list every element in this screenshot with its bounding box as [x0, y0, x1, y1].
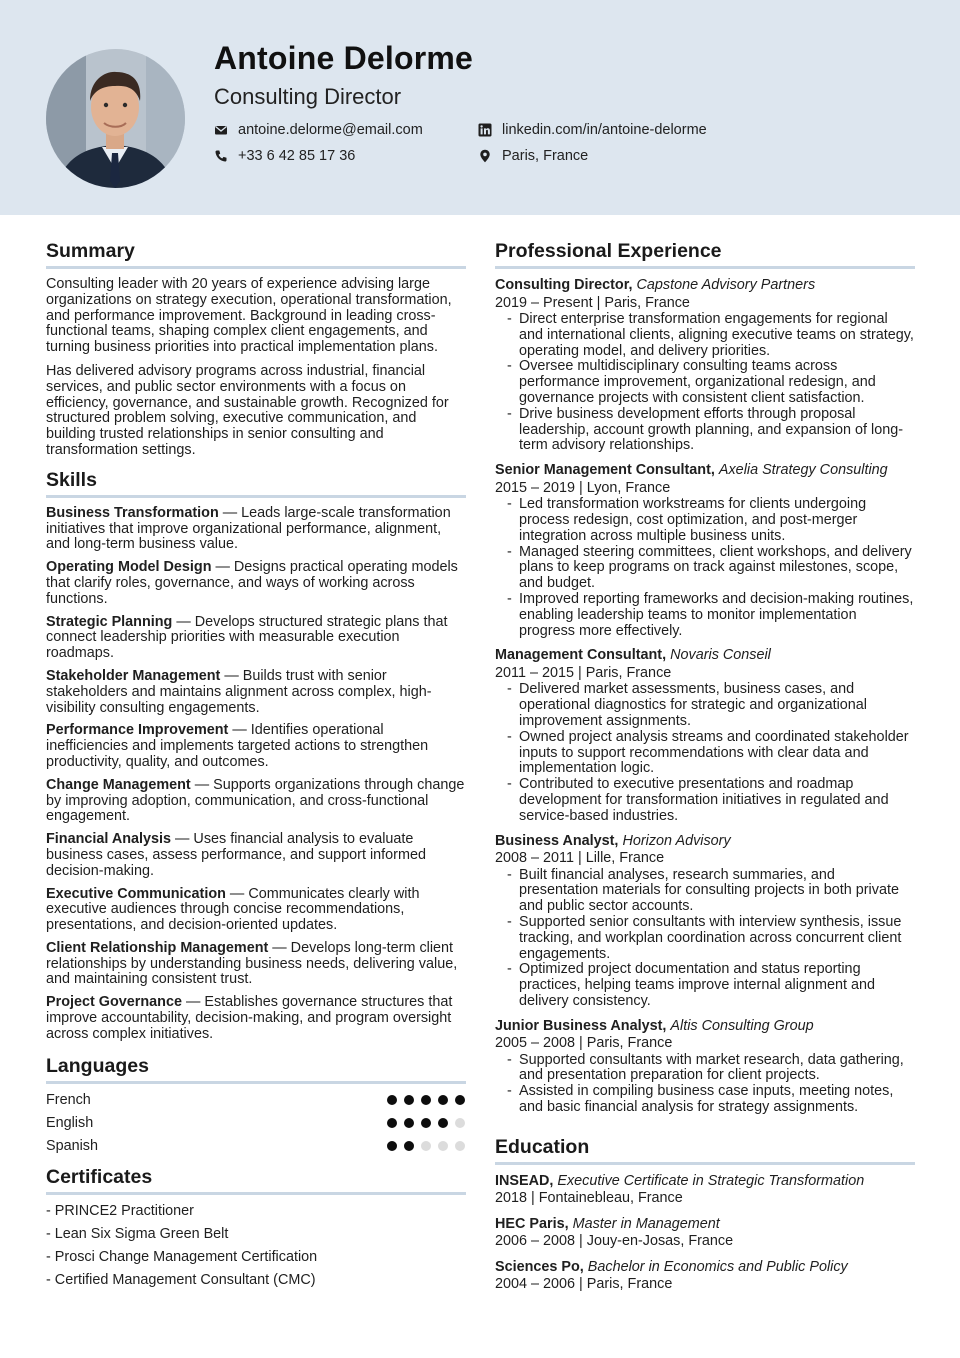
- level-dot-empty: [455, 1118, 465, 1128]
- education-degree: Bachelor in Economics and Public Policy: [587, 1258, 848, 1275]
- email-text: antoine.delorme@email.com: [238, 122, 423, 138]
- contact-linkedin[interactable]: [478, 122, 707, 138]
- skill-desc: — Develops structured strategic plans that connect leadership priorities with measurable execution roadmaps.: [46, 613, 448, 662]
- linkedin-icon: [478, 123, 492, 137]
- job-company: Altis Consulting Group: [670, 1017, 814, 1034]
- job-bullet: - Delivered market assessments, business cases, and operational diagnostics for strategic and organizational improvement assignments.: [507, 682, 915, 729]
- job-entry: [495, 647, 915, 824]
- skill-item: [46, 615, 466, 662]
- left-column: [46, 240, 466, 1292]
- job-meta: 2008 – 2011 | Lille, France: [495, 850, 665, 867]
- skill-desc: — Develops long-term client relationships by understanding business needs, delivering value, and maintaining consistent trust.: [46, 939, 458, 988]
- skill-name: Performance Improvement: [46, 722, 229, 739]
- skill-name: Business Transformation: [46, 504, 219, 521]
- education-title: [495, 1216, 915, 1234]
- education-entry: [495, 1259, 915, 1294]
- level-dot-filled: [404, 1141, 414, 1151]
- language-name: Spanish: [46, 1138, 99, 1155]
- language-name: French: [46, 1092, 91, 1109]
- job-bullets: [495, 682, 915, 824]
- language-level-dots: [387, 1095, 465, 1105]
- skill-item: [46, 560, 466, 607]
- certificate-name: Certified Management Consultant (CMC): [54, 1271, 316, 1288]
- job-bullet: - Built financial analyses, research summaries, and presentation materials for consulting projects in both private and public sector accounts.: [507, 868, 915, 915]
- skill-desc: — Supports organizations through change by improving adoption, communication, and cross-functional engagement.: [46, 776, 465, 825]
- certificate-name: Lean Six Sigma Green Belt: [54, 1225, 229, 1242]
- skill-name: Financial Analysis: [46, 831, 172, 848]
- summary-heading: Summary: [46, 240, 466, 269]
- job-bullet: - Direct enterprise transformation engagements for regional and international clients, aligning executive teams on strategy, operating model, and delivery priorities.: [507, 312, 915, 359]
- candidate-name: Antoine Delorme: [214, 40, 474, 76]
- job-company: Horizon Advisory: [622, 832, 731, 849]
- skill-name: Change Management: [46, 776, 191, 793]
- job-title: [495, 1018, 915, 1036]
- language-row: [46, 1112, 466, 1135]
- job-bullet: - Contributed to executive presentations and roadmap development for transformation initiatives in regulated and service-based industries.: [507, 777, 915, 824]
- level-dot-filled: [387, 1118, 397, 1128]
- certificate-name: Prosci Change Management Certification: [54, 1248, 318, 1265]
- job-bullet: - Managed steering committees, client workshops, and delivery plans to keep programs on track against milestones, scope, and budget.: [507, 545, 915, 592]
- job-company: Axelia Strategy Consulting: [718, 462, 888, 479]
- job-title: [495, 462, 915, 480]
- skill-desc: — Leads large-scale transformation initiatives that improve organizational performance, alignment, and long-term business value.: [46, 504, 451, 553]
- skill-name: Project Governance: [46, 994, 182, 1011]
- skill-item: [46, 832, 466, 879]
- contact-phone[interactable]: [214, 148, 355, 164]
- language-level-dots: [387, 1141, 465, 1151]
- contact-email[interactable]: [214, 122, 423, 138]
- education-meta: 2006 – 2008 | Jouy-en-Josas, France: [495, 1233, 734, 1250]
- job-bullet: - Oversee multidisciplinary consulting teams across performance improvement, organizational redesign, and governance projects with consistent client satisfaction.: [507, 359, 915, 406]
- profile-photo: [46, 49, 185, 188]
- summary-paragraph: Consulting leader with 20 years of experience advising large organizations on strategy execution, operational transformation, and performance improvement. Background in leading cross-functional teams, shaping complex client engagements, and turning business priorities into practical implementation plans.: [46, 276, 452, 356]
- skill-item: [46, 887, 466, 934]
- phone-text: +33 6 42 85 17 36: [238, 148, 356, 164]
- certificate-item: - Lean Six Sigma Green Belt: [46, 1225, 229, 1242]
- job-bullet: - Assisted in compiling business case inputs, meeting notes, and basic financial analysis for strategy assignments.: [507, 1084, 915, 1116]
- job-bullet: - Drive business development efforts through proposal leadership, account growth planning, and expansion of long-term advisory relationships.: [507, 407, 915, 454]
- skills-list: [46, 506, 466, 1043]
- job-bullet: - Led transformation workstreams for clients undergoing process redesign, cost optimization, and post-merger integration across multiple business units.: [507, 497, 915, 544]
- languages-heading: Languages: [46, 1055, 466, 1084]
- education-meta: 2018 | Fontainebleau, France: [495, 1190, 683, 1207]
- level-dot-filled: [438, 1118, 448, 1128]
- location-text: Paris, France: [502, 148, 589, 164]
- skill-desc: — Identifies operational inefficiencies and implements targeted actions to strengthen productivity, quality, and outcomes.: [46, 722, 429, 770]
- job-role: Senior Management Consultant,: [495, 462, 715, 479]
- skill-item: [46, 941, 466, 988]
- education-school: Sciences Po,: [495, 1258, 584, 1275]
- job-title: [495, 277, 915, 295]
- certificate-item: - PRINCE2 Practitioner: [46, 1202, 194, 1219]
- skill-desc: — Uses financial analysis to evaluate business cases, assess performance, and support informed decision-making.: [46, 831, 426, 879]
- skill-name: Client Relationship Management: [46, 939, 269, 956]
- level-dot-filled: [404, 1118, 414, 1128]
- right-column: [495, 240, 915, 1294]
- skill-desc: — Communicates clearly with executive audiences through concise recommendations, presentations, and decision-oriented updates.: [46, 885, 420, 934]
- language-row: [46, 1089, 466, 1112]
- job-company: Capstone Advisory Partners: [636, 277, 816, 293]
- skill-name: Operating Model Design: [46, 559, 212, 576]
- education-degree: Master in Management: [572, 1215, 720, 1232]
- job-role: Management Consultant,: [495, 647, 667, 664]
- job-company: Novaris Conseil: [670, 647, 771, 664]
- job-entry: [495, 833, 915, 1010]
- envelope-icon: [214, 123, 228, 137]
- certificate-name: PRINCE2 Practitioner: [54, 1202, 194, 1219]
- language-row: [46, 1135, 466, 1158]
- certificates-heading: Certificates: [46, 1166, 466, 1195]
- skill-item: [46, 669, 466, 716]
- skill-item: [46, 995, 466, 1042]
- header-band: [0, 0, 960, 215]
- certificate-item: - Prosci Change Management Certification: [46, 1248, 318, 1265]
- job-meta: 2005 – 2008 | Paris, France: [495, 1035, 673, 1052]
- job-bullet: - Supported senior consultants with interview synthesis, issue tracking, and workplan coordination across concurrent client engagements.: [507, 915, 915, 962]
- job-bullets: [495, 312, 915, 454]
- languages-list: [46, 1089, 466, 1158]
- skill-item: [46, 778, 466, 825]
- contact-location: [478, 148, 588, 164]
- level-dot-filled: [387, 1095, 397, 1105]
- job-meta: 2011 – 2015 | Paris, France: [495, 664, 672, 681]
- avatar: [46, 49, 185, 188]
- education-heading: Education: [495, 1136, 915, 1165]
- job-meta: 2015 – 2019 | Lyon, France: [495, 479, 671, 496]
- education-degree: Executive Certificate in Strategic Transformation: [557, 1172, 865, 1189]
- level-dot-empty: [438, 1141, 448, 1151]
- job-bullet: - Supported consultants with market research, data gathering, and presentation preparation for client projects.: [507, 1053, 915, 1085]
- level-dot-filled: [455, 1095, 465, 1105]
- job-title: [495, 833, 915, 851]
- education-meta: 2004 – 2006 | Paris, France: [495, 1276, 673, 1293]
- location-pin-icon: [478, 149, 492, 163]
- education-title: [495, 1259, 915, 1277]
- education-school: HEC Paris,: [495, 1215, 569, 1232]
- skill-desc: — Builds trust with senior stakeholders and maintains alignment across complex, high-visibility consulting engagements.: [46, 667, 432, 716]
- level-dot-empty: [455, 1141, 465, 1151]
- job-bullets: [495, 497, 915, 639]
- skill-desc: — Designs practical operating models that clarify roles, governance, and ways of working across functions.: [46, 559, 458, 607]
- skill-name: Stakeholder Management: [46, 667, 221, 684]
- candidate-title: Consulting Director: [214, 84, 402, 109]
- job-bullets: [495, 868, 915, 1010]
- certificate-item: - Certified Management Consultant (CMC): [46, 1271, 316, 1288]
- level-dot-filled: [387, 1141, 397, 1151]
- education-school: INSEAD,: [495, 1172, 554, 1189]
- level-dot-filled: [421, 1095, 431, 1105]
- job-bullet: - Owned project analysis streams and coordinated stakeholder inputs to support recommendations with clear data and implementation logic.: [507, 730, 915, 777]
- linkedin-text: linkedin.com/in/antoine-delorme: [502, 122, 707, 138]
- job-bullets: [495, 1053, 915, 1116]
- job-meta: 2019 – Present | Paris, France: [495, 294, 690, 311]
- job-bullet: - Optimized project documentation and status reporting practices, helping teams improve internal alignment and delivery consistency.: [507, 962, 915, 1009]
- job-title: [495, 647, 915, 665]
- level-dot-empty: [421, 1141, 431, 1151]
- level-dot-filled: [438, 1095, 448, 1105]
- job-entry: [495, 462, 915, 639]
- skill-name: Strategic Planning: [46, 613, 173, 630]
- certificates-list: [46, 1200, 466, 1292]
- skill-item: [46, 506, 466, 553]
- level-dot-filled: [404, 1095, 414, 1105]
- language-name: English: [46, 1115, 94, 1132]
- job-role: Business Analyst,: [495, 832, 619, 849]
- job-entry: [495, 1018, 915, 1116]
- education-entry: [495, 1216, 915, 1251]
- job-entry: [495, 277, 915, 454]
- job-bullet: - Improved reporting frameworks and decision-making routines, enabling leadership teams to monitor implementation progress more effectively.: [507, 592, 915, 639]
- skill-name: Executive Communication: [46, 885, 226, 902]
- job-role: Junior Business Analyst,: [495, 1017, 667, 1034]
- education-title: [495, 1173, 915, 1191]
- language-level-dots: [387, 1118, 465, 1128]
- job-role: Consulting Director,: [495, 277, 633, 293]
- skills-heading: Skills: [46, 469, 466, 498]
- level-dot-filled: [421, 1118, 431, 1128]
- education-entry: [495, 1173, 915, 1208]
- experience-heading: Professional Experience: [495, 240, 915, 269]
- phone-icon: [214, 149, 228, 163]
- summary-paragraph: Has delivered advisory programs across industrial, financial services, and public sector environments with a focus on efficiency, governance, and sustainable growth. Recognized for structured problem solving, executive communication, and building trusted relationships in senior consulting and transformation settings.: [46, 362, 449, 458]
- skill-desc: — Establishes governance structures that improve accountability, decision-making, and program oversight across complex initiatives.: [46, 994, 453, 1042]
- skill-item: [46, 723, 466, 770]
